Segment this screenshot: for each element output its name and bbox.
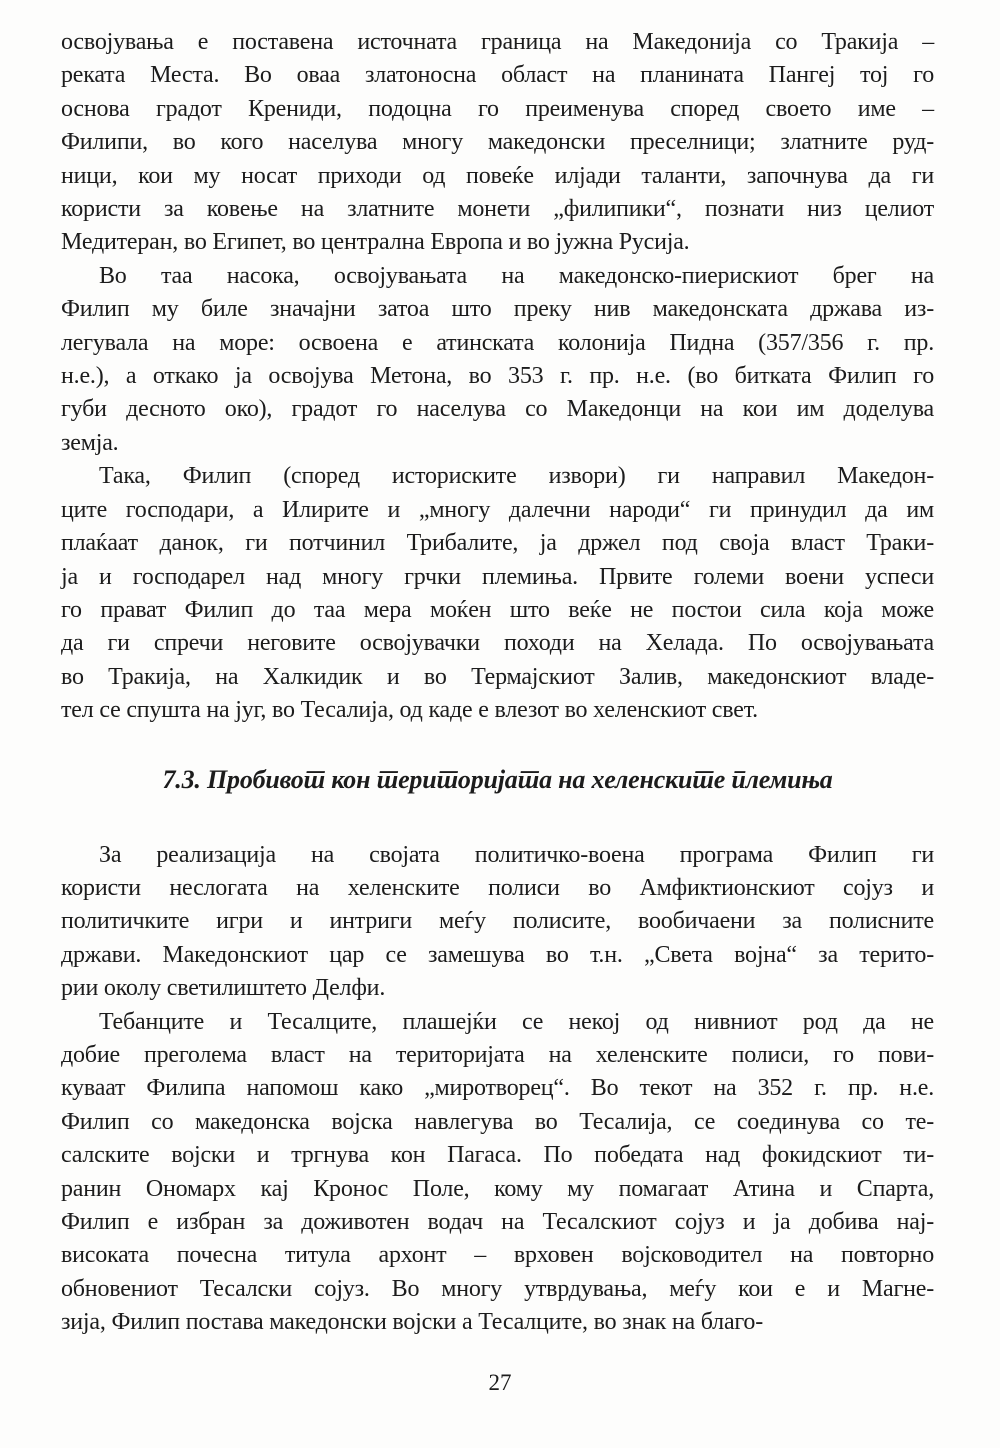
text-line: Во таа насока, освојувањата на македонско-пиерискиот брег на [99,262,934,289]
text-line: реката Места. Во оваа златоносна област на планината Пангеј тој го [61,62,934,89]
text-line: високата почесна титула архонт – врховен војсководител на повторно [61,1242,934,1269]
text-line: Тебанците и Тесалците, плашејќи се некој од нивниот род да не [99,1008,934,1035]
text-line: ници, кои му носат приходи од повеќе илјади таланти, започнува да ги [61,162,934,189]
text-line: салските војски и тргнува кон Пагаса. По победата над фокидскиот ти- [61,1142,934,1169]
page-number: 27 [488,1370,512,1395]
text-line: добие преголема власт на територијата на хеленските полиси, го пови- [61,1041,934,1068]
text-line: земја. [61,429,119,456]
text-line: ја и господарел над многу грчки племиња. Првите големи воени успеси [61,563,934,590]
text-line: да ги спречи неговите освојувачки походи на Хелада. По освојувањата [61,630,934,657]
text-line: ранин Ономарх кај Кронос Поле, кому му помагаат Атина и Спарта, [61,1175,934,1202]
text-line: користи за ковење на златните монети „филипики“, познати низ целиот [61,196,934,223]
text-line: Медитеран, во Египет, во централна Европа и во јужна Русија. [61,229,690,256]
text-line: ците господари, а Илирите и „многу далечни народи“ ги принудил да им [61,496,934,523]
text-line: го прават Филип до таа мера моќен што веќе не постои сила која може [61,596,934,623]
text-line: основа градот Крениди, подоцна го преименува според своето име – [61,95,934,122]
text-line: користи неслогата на хеленските полиси во Амфиктионскиот сојуз и [61,874,934,901]
text-line: во Тракија, на Халкидик и во Термајскиот Залив, македонскиот владе- [61,663,934,690]
paragraph [61,26,934,260]
text-line: рии околу светилиштето Делфи. [61,975,386,1002]
paragraph [61,839,934,1006]
text-line: политичките игри и интриги меѓу полисите, вообичаени за полисните [61,908,934,935]
text-line: За реализација на својата политичко-воена програма Филип ги [99,841,934,868]
section-heading: 7.3. Пробивот кон територијата на хеленските племиња [162,764,833,794]
text-line: обновениот Тесалски сојуз. Во многу утврдувања, меѓу кои е и Магне- [61,1275,934,1302]
text-line: губи десното око), градот го населува со Македонци на кои им доделува [61,396,934,423]
text-line: куваат Филипа напомош како „миротворец“. Во текот на 352 г. пр. н.е. [61,1075,934,1102]
text-line: Филип е избран за доживотен водач на Тесалскиот сојуз и ја добива нај- [61,1209,934,1235]
text-line: Така, Филип (според историските извори) ги направил Македон- [99,463,934,490]
text-line: Филипи, во кого населува многу македонски преселници; златните руд- [61,129,934,156]
text-line: зија, Филип постава македонски војски а Тесалците, во знак на благо- [61,1309,764,1336]
text-line: освојувања е поставена источната граница на Македонија со Тракија – [61,29,934,55]
text-line: држави. Македонскиот цар се замешува во т.н. „Света војна“ за терито- [61,941,934,968]
page-body [61,26,934,1340]
text-line: тел се спушта на југ, во Тесалија, од каде е влезот во хеленскиот свет. [61,697,758,724]
text-line: н.е.), а откако ја освојува Метона, во 353 г. пр. н.е. (во битката Филип го [61,363,934,390]
text-line: плаќаат данок, ги потчинил Трибалите, ја држел под своја власт Траки- [61,530,934,557]
paragraph [61,260,934,460]
text-line: легувала на море: освоена е атинската колонија Пидна (357/356 г. пр. [61,329,934,356]
text-line: Филип со македонска војска навлегува во Тесалија, се соединува со те- [61,1108,934,1135]
text-line: Филип му биле значајни затоа што преку нив македонската држава из- [61,296,934,323]
paragraph [61,460,934,727]
paragraph [61,1006,934,1340]
